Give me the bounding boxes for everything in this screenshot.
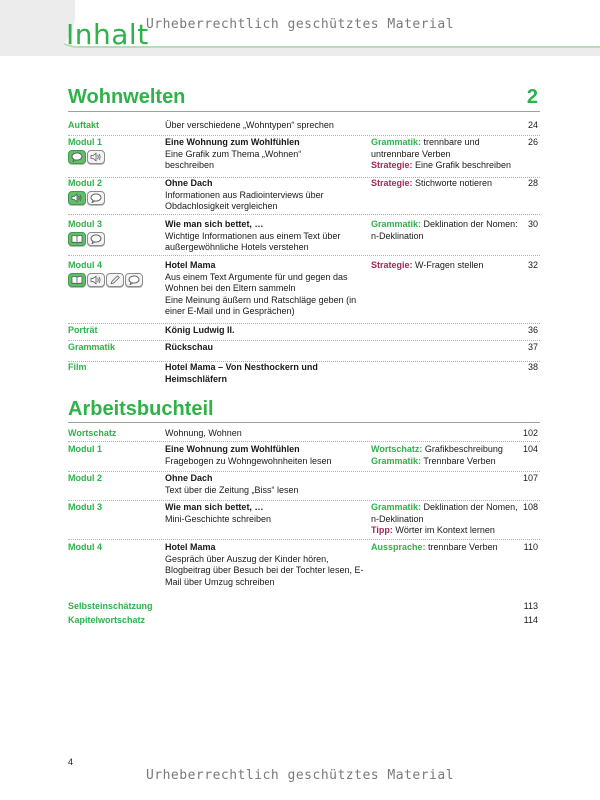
- speech-bubble-icon: [125, 273, 143, 287]
- page-ref: 26: [527, 137, 538, 147]
- note-key: Aussprache:: [371, 542, 426, 552]
- module-label: Modul 1: [68, 137, 102, 147]
- note-line: [371, 178, 521, 190]
- row-description: Informationen aus Radiointerviews über Obdachlosigkeit vergleichen: [165, 189, 324, 211]
- row-divider: [68, 323, 540, 324]
- row-description: Über verschiedene „Wohntypen“ sprechen: [165, 120, 334, 130]
- module-label: Auftakt: [68, 120, 99, 130]
- note-value: trennbare Verben: [425, 542, 498, 552]
- note-key: Grammatik:: [371, 219, 422, 229]
- note-value: trennbare und untrennbare Verben: [371, 137, 480, 159]
- row-main: [165, 444, 365, 467]
- section-title: Arbeitsbuchteil: [68, 398, 214, 420]
- row-main: [165, 137, 365, 172]
- row-title: Hotel Mama – Von Nesthockern und Heimschläfern: [165, 362, 318, 384]
- row-divider: [68, 135, 540, 136]
- skill-icons: [68, 273, 144, 285]
- page-title: Inhalt: [66, 18, 149, 51]
- section-title: Wohnwelten: [68, 86, 186, 108]
- note-line: [371, 456, 521, 468]
- page-ref: 108: [522, 502, 538, 512]
- row-description: Mini-Geschichte schreiben: [165, 513, 272, 524]
- note-key: Strategie:: [371, 178, 413, 188]
- row-description: Wichtige Informationen aus einem Text über außergewöhnliche Hotels verstehen: [165, 230, 341, 252]
- note-line: [371, 160, 521, 172]
- section-number: 2: [526, 86, 538, 108]
- row-title: Ohne Dach: [165, 473, 213, 483]
- page-ref: 30: [527, 219, 538, 229]
- row-divider: [68, 214, 540, 215]
- module-label: Kapitelwortschatz: [68, 615, 146, 625]
- row-title: Eine Wohnung zum Wohlfühlen: [165, 444, 300, 454]
- row-divider: [68, 255, 540, 256]
- page-ref: 113: [523, 601, 538, 611]
- note-key: Grammatik:: [371, 502, 422, 512]
- speaker-icon: [68, 191, 86, 205]
- pencil-icon: [106, 273, 124, 287]
- row-notes: [371, 219, 521, 242]
- page-ref: 32: [527, 260, 538, 270]
- section-rule: [68, 422, 540, 423]
- module-label: Modul 2: [68, 178, 102, 188]
- module-label: Modul 3: [68, 502, 102, 512]
- skill-icons: [68, 191, 106, 203]
- note-line: [371, 525, 521, 537]
- row-main: [165, 260, 365, 318]
- row-description: Aus einem Text Argumente für und gegen das Wohnen bei den Eltern sammeln Eine Meinung äußern und Ratschläge geben (in einer E-Mail und in Gesprächen): [165, 271, 357, 316]
- row-divider: [68, 500, 540, 501]
- row-divider: [68, 340, 540, 341]
- row-title: Eine Wohnung zum Wohlfühlen: [165, 137, 300, 147]
- module-label: Modul 4: [68, 260, 102, 270]
- note-key: Strategie:: [371, 160, 413, 170]
- note-value: Grafikbeschreibung: [422, 444, 503, 454]
- row-description: Eine Grafik zum Thema „Wohnen“ beschreiben: [165, 148, 302, 170]
- module-label: Film: [68, 362, 87, 372]
- row-title: Hotel Mama: [165, 542, 216, 552]
- page-ref: 102: [522, 428, 538, 438]
- note-key: Grammatik:: [371, 455, 422, 466]
- row-main: [165, 178, 365, 213]
- row-divider: [68, 441, 540, 442]
- book-icon: [68, 273, 86, 287]
- row-main: [165, 362, 365, 385]
- speech-bubble-icon: [68, 150, 86, 164]
- row-notes: [371, 260, 521, 272]
- module-label: Modul 3: [68, 219, 102, 229]
- watermark-bottom: Urheberrechtlich geschütztes Material: [145, 768, 455, 783]
- row-main: [165, 502, 365, 525]
- module-label: Grammatik: [68, 342, 116, 352]
- page-ref: 107: [522, 473, 538, 483]
- section-heading-wohnwelten: [68, 86, 538, 109]
- note-value: Trennbare Verben: [421, 455, 496, 466]
- row-title: Rückschau: [165, 342, 214, 352]
- note-value: Deklination der Nomen, n-Deklination: [371, 502, 518, 524]
- skill-icons: [68, 232, 106, 244]
- note-value: Stichworte notieren: [412, 178, 493, 188]
- row-description: Fragebogen zu Wohngewohnheiten lesen: [165, 455, 332, 466]
- module-label: Selbsteinschätzung: [68, 601, 153, 611]
- module-label: Porträt: [68, 325, 98, 335]
- page-ref: 36: [527, 325, 538, 335]
- row-main: [165, 120, 365, 132]
- note-line: [371, 219, 521, 242]
- row-notes: [371, 444, 521, 467]
- speaker-icon: [87, 273, 105, 287]
- row-divider: [68, 471, 540, 472]
- speaker-icon: [87, 150, 105, 164]
- note-key: Tipp:: [371, 525, 393, 535]
- page-number: 4: [68, 757, 74, 767]
- note-line: [371, 260, 521, 272]
- note-key: Strategie:: [371, 260, 413, 270]
- row-notes: [371, 542, 521, 554]
- module-label: Modul 4: [68, 542, 102, 552]
- page-ref: 104: [522, 444, 538, 454]
- section-rule: [68, 111, 540, 112]
- row-notes: [371, 502, 521, 537]
- row-title: Hotel Mama: [165, 260, 216, 270]
- row-title: König Ludwig II.: [165, 325, 235, 335]
- section-heading-arbeitsbuchteil: [68, 398, 538, 421]
- page-ref: 24: [527, 120, 538, 130]
- row-notes: [371, 137, 521, 172]
- module-label: Modul 2: [68, 473, 102, 483]
- watermark-top: Urheberrechtlich geschütztes Material: [145, 17, 455, 32]
- speech-bubble-icon: [87, 232, 105, 246]
- module-label: Wortschatz: [68, 428, 117, 438]
- row-notes: [371, 178, 521, 190]
- module-label: Modul 1: [68, 444, 102, 454]
- page-ref: 110: [523, 542, 538, 552]
- row-description: Text über die Zeitung „Biss“ lesen: [165, 484, 299, 495]
- row-title: Ohne Dach: [165, 178, 213, 188]
- note-value: Wörter im Kontext lernen: [392, 525, 495, 535]
- page-ref: 114: [523, 615, 538, 625]
- row-title: Wie man sich bettet, …: [165, 219, 264, 229]
- row-main: [165, 428, 365, 440]
- row-description: Gespräch über Auszug der Kinder hören, Blogbeitrag über Besuch bei der Tochter lesen, E-Mail über Umzug schreiben: [165, 553, 364, 587]
- note-line: [371, 137, 521, 160]
- page-ref: 37: [527, 342, 538, 352]
- note-key: Grammatik:: [371, 137, 422, 147]
- row-divider: [68, 539, 540, 540]
- row-title: Wie man sich bettet, …: [165, 502, 264, 512]
- skill-icons: [68, 150, 106, 162]
- row-main: [165, 342, 365, 354]
- note-line: [371, 502, 521, 525]
- row-description: Wohnung, Wohnen: [165, 428, 242, 438]
- page-ref: 28: [527, 178, 538, 188]
- note-value: W-Fragen stellen: [412, 260, 484, 270]
- page-ref: 38: [527, 362, 538, 372]
- book-icon: [68, 232, 86, 246]
- note-line: [371, 542, 521, 554]
- note-value: Deklination der Nomen: n-Deklination: [371, 219, 518, 241]
- speech-bubble-icon: [87, 191, 105, 205]
- row-main: [165, 219, 365, 254]
- note-key: Wortschatz:: [371, 444, 423, 454]
- row-main: [165, 473, 365, 496]
- row-main: [165, 325, 365, 337]
- note-value: Eine Grafik beschreiben: [412, 160, 512, 170]
- row-main: [165, 542, 365, 588]
- note-line: [371, 444, 521, 456]
